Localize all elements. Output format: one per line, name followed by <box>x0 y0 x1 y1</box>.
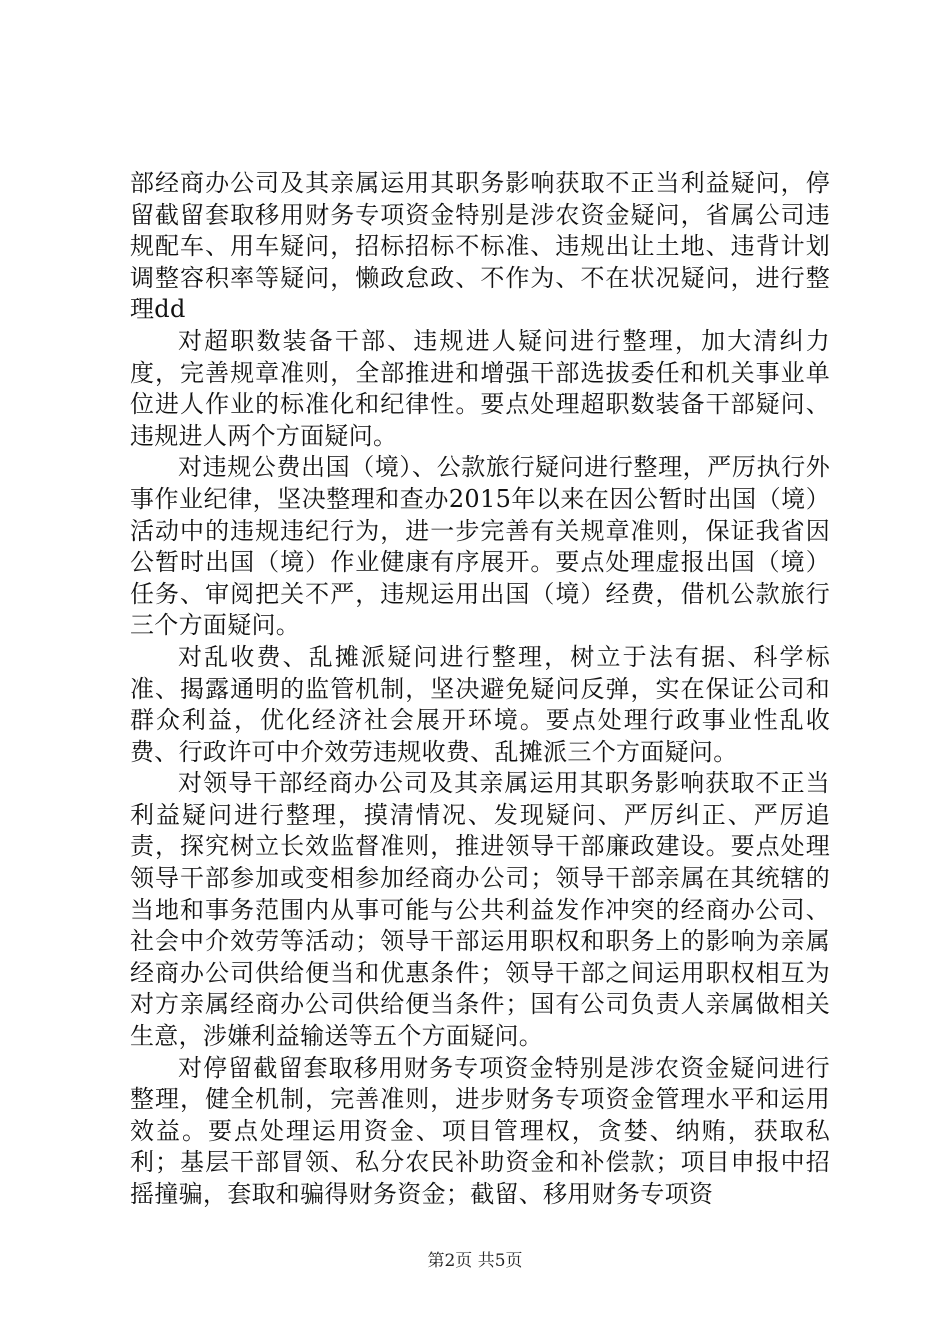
paragraph-fees: 对乱收费、乱摊派疑问进行整理，树立于法有据、科学标准、揭露通明的监管机制，坚决避免疑问反弹，实在保证公司和群众利益，优化经济社会展开环境。要点处理行政事业性乱收费、行政许可中介效劳违规收费、乱摊派三个方面疑问。 <box>130 642 830 766</box>
paragraph-cadre-business: 对领导干部经商办公司及其亲属运用其职务影响获取不正当利益疑问进行整理，摸清情况、发现疑问、严厉纠正、严厉追责，探究树立长效监督准则，推进领导干部廉政建设。要点处理领导干部参加或变相参加经商办公司；领导干部亲属在其统辖的当地和事务范围内从事可能与公共利益发作冲突的经商办公司、社会中介效劳等活动；领导干部运用职权和职务上的影响为亲属经商办公司供给便当和优惠条件；领导干部之间运用职权相互为对方亲属经商办公司供给便当条件；国有公司负责人亲属做相关生意，涉嫌利益输送等五个方面疑问。 <box>130 769 830 1051</box>
paragraph-travel-abroad: 对违规公费出国（境）、公款旅行疑问进行整理，严厉执行外事作业纪律，坚决整理和查办2015年以来在因公暂时出国（境）活动中的违规违纪行为，进一步完善有关规章准则，保证我省因公暂时出国（境）作业健康有序展开。要点处理虚报出国（境）任务、审阅把关不严，违规运用出国（境）经费，借机公款旅行三个方面疑问。 <box>130 453 830 640</box>
page-footer: 第2页 共5页 <box>427 1251 523 1271</box>
document-body <box>130 168 830 1211</box>
paragraph-special-funds: 对停留截留套取移用财务专项资金特别是涉农资金疑问进行整理，健全机制，完善准则，进步财务专项资金管理水平和运用效益。要点处理运用资金、项目管理权，贪婪、纳贿，获取私利；基层干部冒领、私分农民补助资金和补偿款；项目申报中招摇撞骗，套取和骗得财务资金；截留、移用财务专项资 <box>130 1053 830 1208</box>
paragraph-continued: 部经商办公司及其亲属运用其职务影响获取不正当利益疑问，停留截留套取移用财务专项资金特别是涉农资金疑问，省属公司违规配车、用车疑问，招标招标不标准、违规出让土地、违背计划调整容积率等疑问，懒政怠政、不作为、不在状况疑问，进行整理dd <box>130 169 830 324</box>
paragraph-staffing: 对超职数装备干部、违规进人疑问进行整理，加大清纠力度，完善规章准则，全部推进和增强干部选拔委任和机关事业单位进人作业的标准化和纪律性。要点处理超职数装备干部疑问、违规进人两个方面疑问。 <box>130 326 830 450</box>
